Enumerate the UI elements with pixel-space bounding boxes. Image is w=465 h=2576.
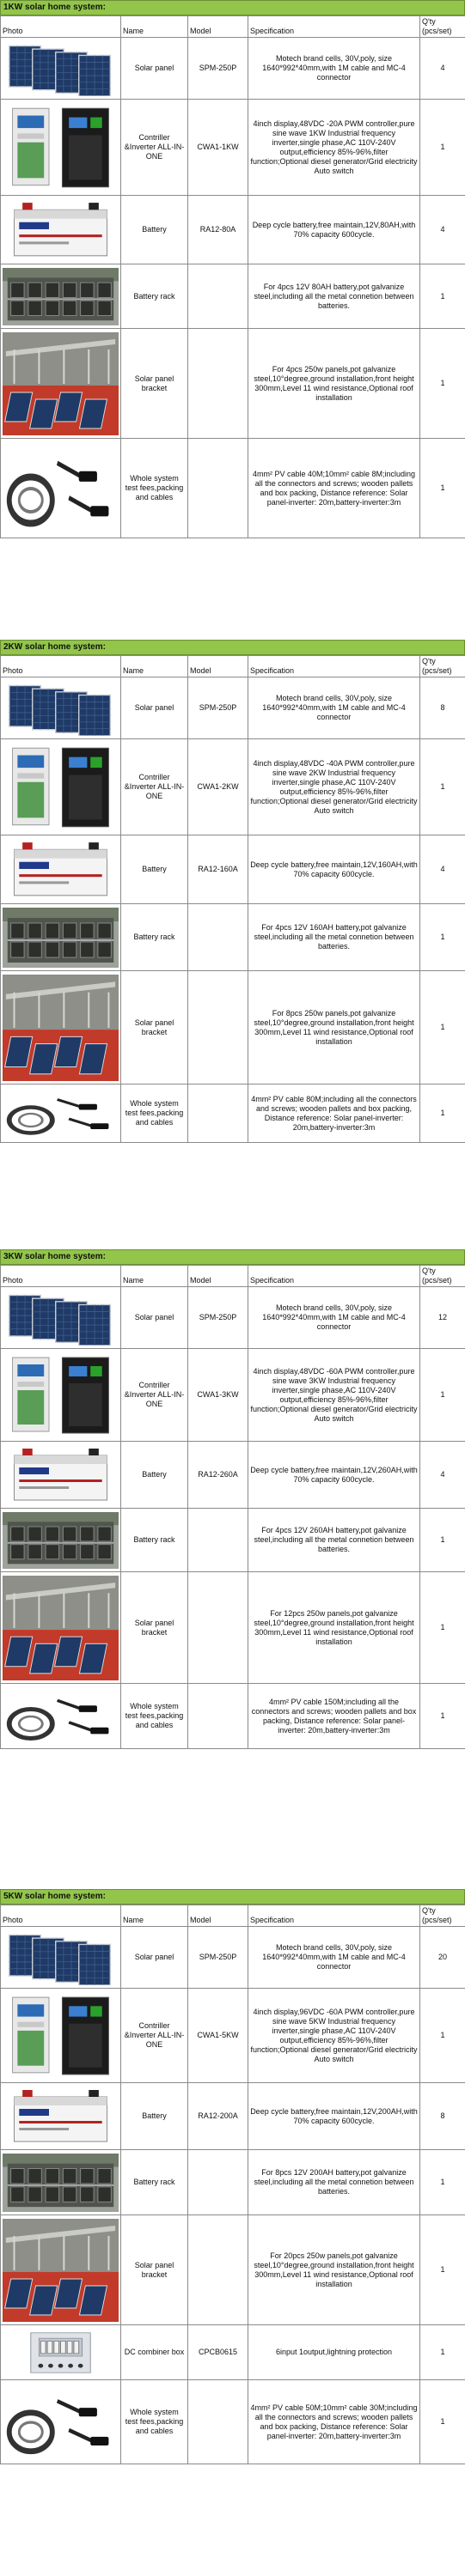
battery-rack-photo [3,2154,119,2212]
item-model [188,439,248,538]
item-spec: 4inch display,48VDC -60A PWM controller,pure sine wave 3KW Industrial frequency inverter,single phase,AC 110V-240V output,efficiency 85%-96%,filter function;Optional diesel generator/Grid electricity Auto switch [248,1349,420,1442]
photo-cell [1,1684,121,1749]
photo-cell [1,2150,121,2215]
item-qty: 1 [420,1084,465,1143]
table-row [1,2083,465,2150]
battery-rack-photo [3,268,119,325]
item-name: Contriller &Inverter ALL-IN-ONE [121,1989,188,2083]
header-spec: Specification [248,1266,420,1287]
photo-cell [1,329,121,439]
item-qty: 4 [420,38,465,100]
item-qty: 12 [420,1287,465,1349]
item-spec: Deep cycle battery,free maintain,12V,80AH,with 70% capacity 600cycle. [248,196,420,264]
section-title: 2KW solar home system: [0,640,465,655]
header-spec: Specification [248,16,420,38]
inverter-photo [3,1352,119,1438]
item-model: CWA1-3KW [188,1349,248,1442]
header-name: Name [121,656,188,677]
header-name: Name [121,1266,188,1287]
item-qty: 1 [420,2325,465,2380]
item-spec: Deep cycle battery,free maintain,12V,160AH,with 70% capacity 600cycle. [248,835,420,904]
item-qty: 1 [420,264,465,329]
table-row [1,196,465,264]
item-model: RA12-80A [188,196,248,264]
item-model: SPM-250P [188,677,248,739]
item-model: RA12-200A [188,2083,248,2150]
table-row [1,100,465,196]
item-name: Whole system test fees,packing and cables [121,1084,188,1143]
item-spec: For 20pcs 250w panels,pot galvanize steel,10°degree,ground installation,front height 300mm,Level 11 wind resistance,Optional roof installation [248,2215,420,2325]
item-model [188,2150,248,2215]
header-photo: Photo [1,16,121,38]
header-photo: Photo [1,1266,121,1287]
item-qty: 4 [420,196,465,264]
item-model: CWA1-5KW [188,1989,248,2083]
item-model: CPCB0615 [188,2325,248,2380]
table-row [1,1084,465,1143]
table-row [1,739,465,835]
item-spec: Motech brand cells, 30V,poly, size 1640*992*40mm,with 1M cable and MC-4 connector [248,1927,420,1989]
combiner-box-photo [3,2329,119,2377]
item-qty: 1 [420,1349,465,1442]
solar-panel-photo [3,1291,119,1346]
section-title: 3KW solar home system: [0,1249,465,1265]
item-qty: 1 [420,1989,465,2083]
inverter-photo [3,743,119,832]
table-row [1,2150,465,2215]
component-table [0,15,465,538]
item-name: Contriller &Inverter ALL-IN-ONE [121,100,188,196]
table-row [1,2325,465,2380]
header-photo: Photo [1,656,121,677]
item-model: SPM-250P [188,1927,248,1989]
photo-cell [1,1287,121,1349]
header-qty: Q'ty (pcs/set) [420,1266,465,1287]
item-name: DC combiner box [121,2325,188,2380]
item-spec: For 12pcs 250w panels,pot galvanize steel,10°degree,ground installation,front height 300mm,Level 11 wind resistance,Optional roof installation [248,1572,420,1684]
item-qty: 1 [420,2150,465,2215]
header-qty: Q'ty (pcs/set) [420,16,465,38]
item-name: Whole system test fees,packing and cables [121,2380,188,2464]
cables-photo [3,442,119,535]
item-name: Whole system test fees,packing and cables [121,439,188,538]
photo-cell [1,439,121,538]
item-name: Battery rack [121,264,188,329]
header-qty: Q'ty (pcs/set) [420,1905,465,1927]
battery-photo [3,1445,119,1505]
item-name: Contriller &Inverter ALL-IN-ONE [121,739,188,835]
section-title: 1KW solar home system: [0,0,465,15]
system-section [0,1889,465,2464]
item-model [188,971,248,1084]
battery-photo [3,839,119,901]
header-name: Name [121,16,188,38]
item-model: CWA1-1KW [188,100,248,196]
item-qty: 4 [420,835,465,904]
item-name: Whole system test fees,packing and cables [121,1684,188,1749]
item-model [188,2380,248,2464]
item-spec: 4mm² PV cable 40M;10mm² cable 8M;including all the connectors and screws; wooden pallets and box packing, Distance reference: Solar panel-inverter: 20m,battery-inverter:3m [248,439,420,538]
solar-panel-photo [3,41,119,96]
item-spec: For 8pcs 250w panels,pot galvanize steel,10°degree,ground installation,front height 300mm,Level 11 wind resistance,Optional roof installation [248,971,420,1084]
header-model: Model [188,16,248,38]
table-row [1,971,465,1084]
item-qty: 1 [420,971,465,1084]
header-row [1,656,465,677]
table-row [1,2215,465,2325]
cables-photo [3,2384,119,2461]
photo-cell [1,1509,121,1572]
item-name: Solar panel [121,1927,188,1989]
photo-cell [1,971,121,1084]
item-spec: 4mm² PV cable 80M;including all the connectors and screws; wooden pallets and box packing, Distance reference: Solar panel-inverter: 20m,battery-inverter:3m [248,1084,420,1143]
table-row [1,1349,465,1442]
item-name: Battery [121,1442,188,1509]
header-model: Model [188,1266,248,1287]
table-row [1,1572,465,1684]
item-qty: 1 [420,329,465,439]
photo-cell [1,904,121,971]
item-spec: 4mm² PV cable 150M;including all the connectors and screws; wooden pallets and box packing, Distance reference: Solar panel-inverter: 20m,battery-inverter:3m [248,1684,420,1749]
photo-cell [1,2215,121,2325]
item-model [188,1684,248,1749]
table-row [1,264,465,329]
header-name: Name [121,1905,188,1927]
battery-photo [3,2087,119,2147]
photo-cell [1,1442,121,1509]
item-model [188,1509,248,1572]
item-spec: For 4pcs 250w panels,pot galvanize steel,10°degree,ground installation,front height 300mm,Level 11 wind resistance,Optional roof installation [248,329,420,439]
item-name: Solar panel [121,1287,188,1349]
component-table [0,1905,465,2464]
item-spec: For 8pcs 12V 200AH battery,pot galvanize steel,including all the metal connetion between batteries. [248,2150,420,2215]
bracket-photo [3,2219,119,2322]
table-row [1,835,465,904]
item-name: Battery [121,835,188,904]
photo-cell [1,2325,121,2380]
photo-cell [1,1084,121,1143]
table-row [1,2380,465,2464]
photo-cell [1,2083,121,2150]
item-model [188,1084,248,1143]
item-name: Battery rack [121,2150,188,2215]
photo-cell [1,100,121,196]
item-spec: For 4pcs 12V 260AH battery,pot galvanize steel,including all the metal connetion between batteries. [248,1509,420,1572]
header-spec: Specification [248,656,420,677]
item-qty: 1 [420,1509,465,1572]
item-spec: Motech brand cells, 30V,poly, size 1640*992*40mm,with 1M cable and MC-4 connector [248,677,420,739]
item-name: Battery [121,2083,188,2150]
item-model [188,2215,248,2325]
item-spec: 4inch display,96VDC -60A PWM controller,pure sine wave 5KW Industrial frequency inverter,single phase,AC 110V-240V output,efficiency 85%-96%,filter function;Optional diesel generator/Grid electricity Auto switch [248,1989,420,2083]
header-spec: Specification [248,1905,420,1927]
item-qty: 1 [420,100,465,196]
table-row [1,1509,465,1572]
system-section [0,0,465,538]
item-name: Solar panel bracket [121,971,188,1084]
item-spec: Deep cycle battery,free maintain,12V,260AH,with 70% capacity 600cycle. [248,1442,420,1509]
bracket-photo [3,975,119,1081]
photo-cell [1,739,121,835]
item-qty: 1 [420,1572,465,1684]
item-name: Solar panel bracket [121,329,188,439]
item-qty: 1 [420,439,465,538]
item-model [188,329,248,439]
table-row [1,439,465,538]
battery-photo [3,199,119,261]
item-model [188,1572,248,1684]
item-model [188,264,248,329]
item-model: RA12-160A [188,835,248,904]
header-photo: Photo [1,1905,121,1927]
item-model: SPM-250P [188,38,248,100]
system-section [0,640,465,1143]
solar-panel-photo [3,1930,119,1985]
item-model: SPM-250P [188,1287,248,1349]
table-row [1,1287,465,1349]
item-name: Contriller &Inverter ALL-IN-ONE [121,1349,188,1442]
cables-photo [3,1088,119,1139]
photo-cell [1,2380,121,2464]
item-qty: 1 [420,1684,465,1749]
item-spec: 6input 1output,lightning protection [248,2325,420,2380]
header-model: Model [188,1905,248,1927]
component-table [0,1265,465,1749]
header-qty: Q'ty (pcs/set) [420,656,465,677]
photo-cell [1,196,121,264]
item-qty: 20 [420,1927,465,1989]
system-section [0,1249,465,1749]
photo-cell [1,1927,121,1989]
photo-cell [1,264,121,329]
item-spec: 4mm² PV cable 50M;10mm² cable 30M;including all the connectors and screws; wooden pallets and box packing, Distance reference: Solar panel-inverter: 20m,battery-inverter:3m [248,2380,420,2464]
table-row [1,38,465,100]
cables-photo [3,1687,119,1746]
item-qty: 1 [420,2380,465,2464]
bracket-photo [3,332,119,435]
item-qty: 4 [420,1442,465,1509]
item-spec: 4inch display,48VDC -20A PWM controller,pure sine wave 1KW Industrial frequency inverter,single phase,AC 110V-240V output,efficiency 85%-96%,filter function;Optional diesel generator/Grid electricity Auto switch [248,100,420,196]
battery-rack-photo [3,908,119,968]
inverter-photo [3,103,119,192]
item-qty: 1 [420,739,465,835]
header-model: Model [188,656,248,677]
item-qty: 8 [420,2083,465,2150]
item-spec: Motech brand cells, 30V,poly, size 1640*992*40mm,with 1M cable and MC-4 connector [248,1287,420,1349]
component-table [0,655,465,1143]
bracket-photo [3,1576,119,1680]
table-row [1,1927,465,1989]
item-name: Solar panel bracket [121,2215,188,2325]
item-name: Solar panel bracket [121,1572,188,1684]
table-row [1,677,465,739]
photo-cell [1,1989,121,2083]
table-row [1,1684,465,1749]
item-spec: For 4pcs 12V 160AH battery,pot galvanize steel,including all the metal connetion between batteries. [248,904,420,971]
table-row [1,1989,465,2083]
battery-rack-photo [3,1512,119,1569]
photo-cell [1,1572,121,1684]
item-model: CWA1-2KW [188,739,248,835]
item-model: RA12-260A [188,1442,248,1509]
table-row [1,329,465,439]
item-qty: 1 [420,2215,465,2325]
item-spec: Motech brand cells, 30V,poly, size 1640*992*40mm,with 1M cable and MC-4 connector [248,38,420,100]
item-name: Battery rack [121,1509,188,1572]
table-row [1,904,465,971]
item-name: Battery [121,196,188,264]
item-spec: 4inch display,48VDC -40A PWM controller,pure sine wave 2KW Industrial frequency inverter,single phase,AC 110V-240V output,efficiency 85%-96%,filter function;Optional diesel generator/Grid electricity Auto switch [248,739,420,835]
section-title: 5KW solar home system: [0,1889,465,1905]
header-row [1,16,465,38]
photo-cell [1,1349,121,1442]
item-qty: 8 [420,677,465,739]
table-row [1,1442,465,1509]
photo-cell [1,677,121,739]
photo-cell [1,38,121,100]
item-name: Solar panel [121,677,188,739]
header-row [1,1266,465,1287]
solar-panel-photo [3,681,119,736]
item-name: Solar panel [121,38,188,100]
item-name: Battery rack [121,904,188,971]
item-model [188,904,248,971]
photo-cell [1,835,121,904]
item-spec: Deep cycle battery,free maintain,12V,200AH,with 70% capacity 600cycle. [248,2083,420,2150]
header-row [1,1905,465,1927]
inverter-photo [3,1992,119,2080]
item-spec: For 4pcs 12V 80AH battery,pot galvanize steel,including all the metal connetion between batteries. [248,264,420,329]
item-qty: 1 [420,904,465,971]
